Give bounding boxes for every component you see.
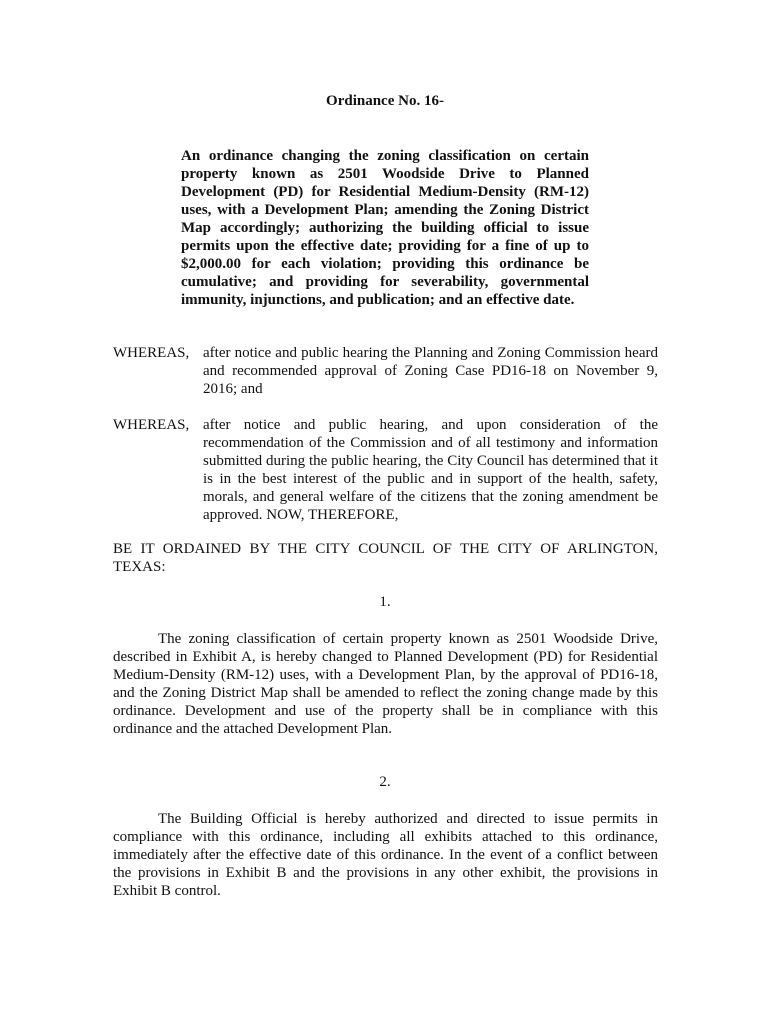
ordinance-caption: An ordinance changing the zoning classification on certain property known as 2501 Woodside Drive to Planned Development (PD) for Residential Medium-Density (RM-12) uses, with a Development Plan; amending the Zoning District Map accordingly; authorizing the building official to issue permits upon the effective date; providing for a fine of up to $2,000.00 for each violation; providing this ordinance be cumulative; and providing for severability, governmental immunity, injunctions, and publication; and an effective date. xyxy=(181,148,589,308)
section-number-1: 1. xyxy=(379,594,391,610)
whereas-clause-2 xyxy=(113,416,658,524)
ordinance-title: Ordinance No. 16- xyxy=(326,93,444,109)
whereas-label: WHEREAS, xyxy=(113,345,190,361)
whereas-clause-1 xyxy=(113,344,658,398)
whereas-text: after notice and public hearing the Planning and Zoning Commission heard and recommended approval of Zoning Case PD16-18 on November 9, 2016; and xyxy=(203,345,658,397)
whereas-text: after notice and public hearing, and upon consideration of the recommendation of the Commission and of all testimony and information submitted during the public hearing, the City Council has determined that it is in the best interest of the public and in support of the health, safety, morals, and general welfare of the citizens that the zoning amendment be approved. NOW, THEREFORE, xyxy=(203,417,658,523)
whereas-label: WHEREAS, xyxy=(113,417,190,433)
section-number-2: 2. xyxy=(379,774,391,790)
ordaining-clause: BE IT ORDAINED BY THE CITY COUNCIL OF THE CITY OF ARLINGTON, TEXAS: xyxy=(113,541,658,575)
section-text-2: The Building Official is hereby authorized and directed to issue permits in compliance with this ordinance, including all exhibits attached to this ordinance, immediately after the effective date of this ordinance. In the event of a conflict between the provisions in Exhibit B and the provisions in any other exhibit, the provisions in Exhibit B control. xyxy=(113,811,658,899)
section-text-1: The zoning classification of certain property known as 2501 Woodside Drive, described in Exhibit A, is hereby changed to Planned Development (PD) for Residential Medium-Density (RM-12) uses, with a Development Plan, by the approval of PD16-18, and the Zoning District Map shall be amended to reflect the zoning change made by this ordinance. Development and use of the property shall be in compliance with this ordinance and the attached Development Plan. xyxy=(113,631,658,737)
